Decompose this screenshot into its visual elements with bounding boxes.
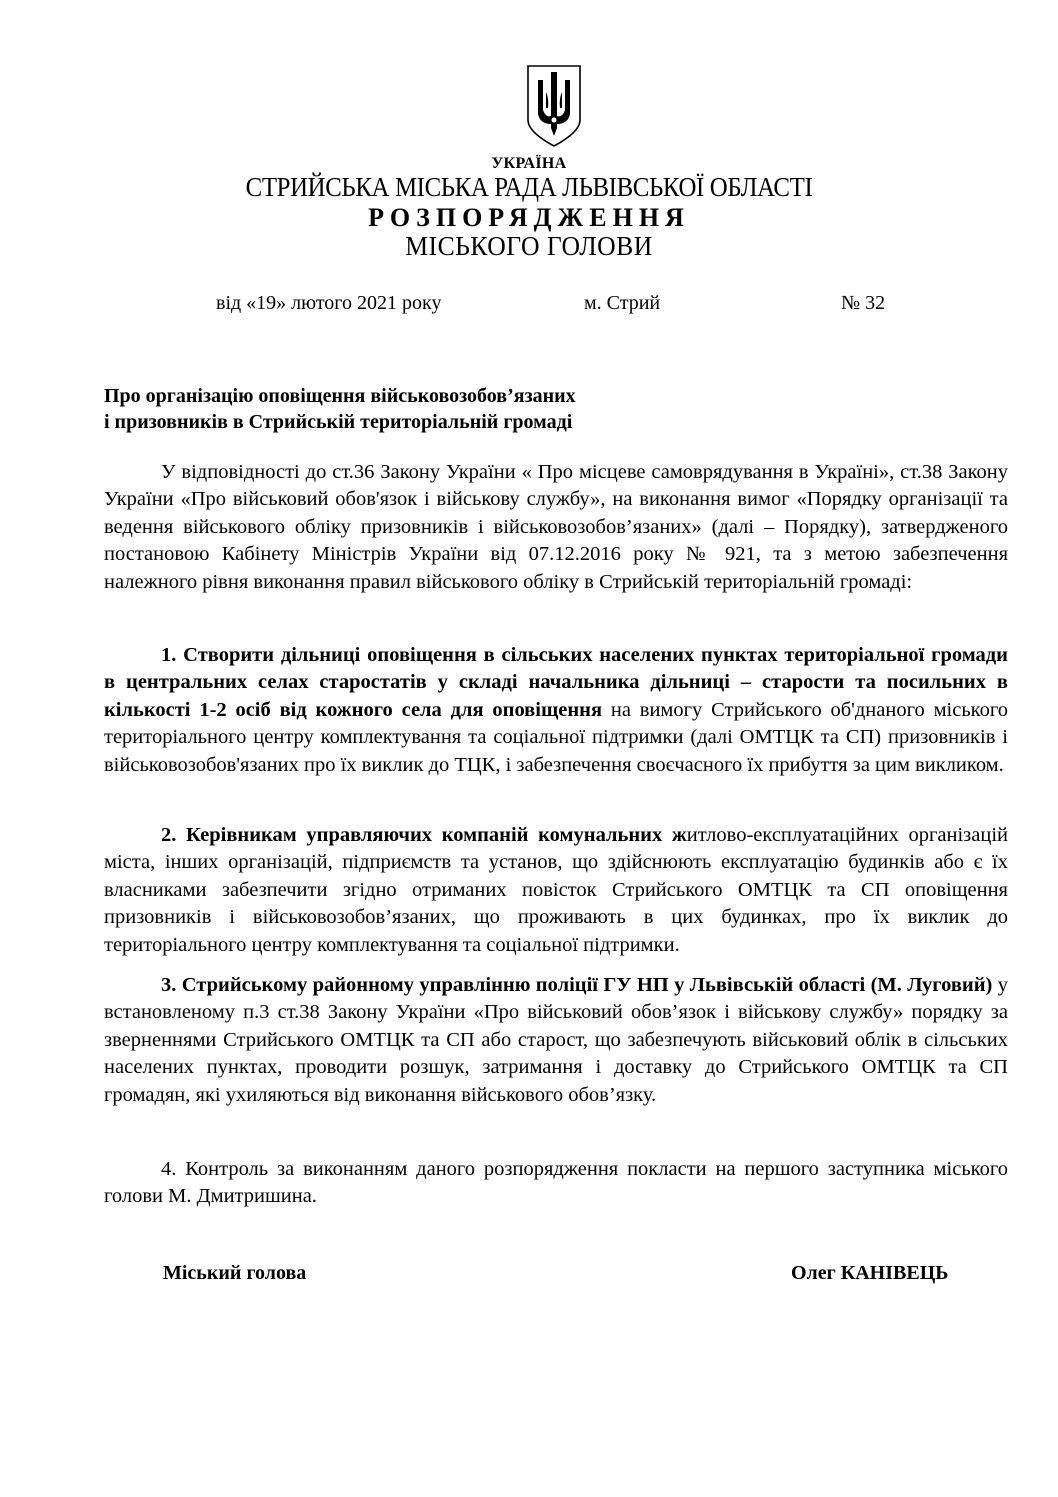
signature-name: Олег КАНІВЕЦЬ (791, 1262, 949, 1284)
title-line-1: Про організацію оповіщення військовозобов’язаних (104, 385, 576, 407)
country-heading: УКРАЇНА (491, 155, 567, 172)
item-1-text: на вимогу Стрийського об'днаного міського територіального центру комплектування та соціальної підтримки (далі ОМТЦК та СП) призовників і військовозобов'язаних про їх виклик до ТЦК, і забезпечення своєчасного їх прибуття за цим викликом. (104, 698, 1008, 776)
item-3-paragraph (104, 972, 1008, 1109)
signature-title: Міський голова (163, 1262, 307, 1284)
trident-coat-of-arms-icon (524, 62, 584, 148)
item-3-text: у встановленому п.3 ст.38 Закону України «Про військовий обов’язок і військову службу» порядку за зверненнями Стрийського ОМТЦК та СП або старост, що забезпечують військовий облік в сільських населених пунктах, проводити розшук, затримання і доставку до Стрийського ОМТЦК та СП громадян, які ухиляються від виконання військового обов’язку. (104, 974, 1008, 1106)
title-line-2: і призовників в Стрийській територіальній громаді (104, 411, 573, 433)
item-4-paragraph: 4. Контроль за виконанням даного розпорядження покласти на першого заступника міського голови М. Дмитришина. (104, 1158, 1008, 1208)
document-city: м. Стрий (584, 292, 661, 314)
intro-paragraph: У відповідності до ст.36 Закону України « Про місцеве самоврядування в Україні», ст.38 Закону України «Про військовий обов'язок і військову службу», на виконання вимог «Порядку організації та ведення військового обліку призовників і військовозобов’язаних» (далі – Порядку), затвердженого постановою Кабінету Міністрів України від 07.12.2016 року № 921, та з метою забезпечення належного рівня виконання правил військового обліку в Стрийській територіальній громаді: (104, 461, 1008, 593)
item-2-text: итлово-експлуатаційних організацій міста, інших організацій, підприємств та установ, що здійснюють експлуатацію будинків або є їх власниками забезпечити згідно отриманих повісток Стрийського ОМТЦК та СП оповіщення призовників і військовозобов’язаних, що проживають в цих будинках, про їх виклик до територіального центру комплектування та соціальної підтримки. (104, 824, 1008, 956)
council-heading: СТРИЙСЬКА МІСЬКА РАДА ЛЬВІВСЬКОЇ ОБЛАСТІ (245, 172, 813, 202)
document-title (104, 383, 576, 435)
item-2-paragraph (104, 822, 1008, 959)
document-date: від «19» лютого 2021 року (216, 292, 442, 314)
item-2-bold: 2. Керівникам управляючих компаній комунальних ж (161, 824, 687, 846)
issuer-heading: МІСЬКОГО ГОЛОВИ (405, 231, 653, 261)
item-1-paragraph (104, 642, 1008, 779)
document-number: № 32 (841, 292, 886, 314)
item-1-bold: 1. Створити дільниці оповіщення в сільських населених пунктах територіальної громади в центральних селах старостатів у складі начальника дільниці – старости та посильних в кількості 1-2 осіб від кожного села для оповіщення (104, 644, 1008, 721)
item-3-bold: 3. Стрийському районному управлінню поліції ГУ НП у Львівській області (М. Луговий) (161, 974, 993, 996)
document-type-heading: РОЗПОРЯДЖЕННЯ (368, 203, 690, 232)
